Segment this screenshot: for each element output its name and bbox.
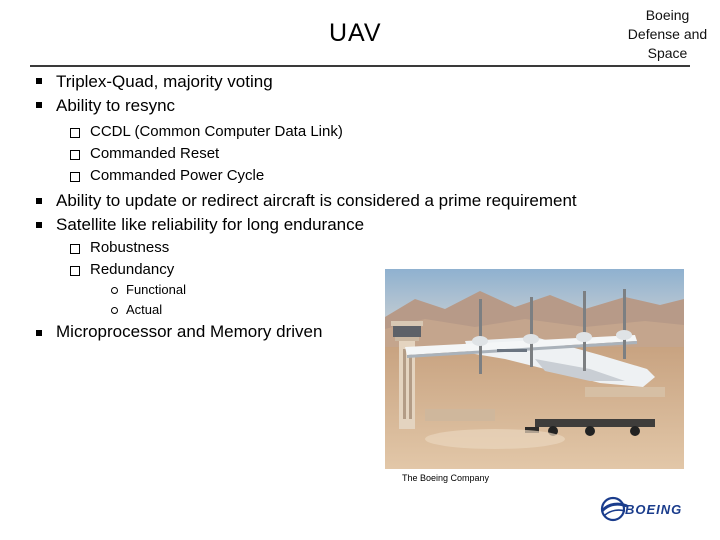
uav-photo-illustration [385, 269, 684, 469]
boeing-logo-icon [599, 493, 711, 525]
bullet-resync: Ability to resync [56, 96, 176, 115]
hollow-square-bullet-icon [70, 244, 80, 254]
sub-bullet-commanded-reset: Commanded Reset [90, 145, 220, 162]
sub-sub-bullet-actual: Actual [126, 302, 163, 317]
hollow-square-bullet-icon [70, 172, 80, 182]
hollow-square-bullet-icon [70, 150, 80, 160]
title-divider [30, 65, 690, 67]
brand-line-2: Defense and [627, 26, 708, 42]
square-bullet-icon [36, 78, 42, 84]
square-bullet-icon [36, 102, 42, 108]
brand-line-3: Space [647, 45, 688, 61]
circle-bullet-icon [111, 287, 118, 294]
bullet-triplex-quad: Triplex-Quad, majority voting [56, 72, 273, 91]
slide-title: UAV [329, 19, 382, 47]
square-bullet-icon [36, 222, 42, 228]
bullet-microprocessor: Microprocessor and Memory driven [56, 322, 323, 341]
hollow-square-bullet-icon [70, 128, 80, 138]
photo-caption: The Boeing Company [402, 473, 490, 483]
sub-bullet-power-cycle: Commanded Power Cycle [90, 167, 265, 184]
circle-bullet-icon [111, 307, 118, 314]
hollow-square-bullet-icon [70, 266, 80, 276]
sub-bullet-ccdl: CCDL (Common Computer Data Link) [90, 123, 343, 140]
uav-photo [385, 269, 684, 469]
brand-label [615, 6, 720, 63]
boeing-logo-text: BOEING [625, 502, 683, 517]
sub-bullet-redundancy: Redundancy [90, 261, 175, 278]
bullet-update-redirect: Ability to update or redirect aircraft is considered a prime requirement [56, 191, 577, 210]
brand-line-1: Boeing [645, 7, 690, 23]
bullet-satellite-reliability: Satellite like reliability for long endurance [56, 215, 365, 234]
sub-sub-bullet-functional: Functional [126, 282, 186, 297]
square-bullet-icon [36, 330, 42, 336]
square-bullet-icon [36, 198, 42, 204]
sub-bullet-robustness: Robustness [90, 239, 170, 256]
